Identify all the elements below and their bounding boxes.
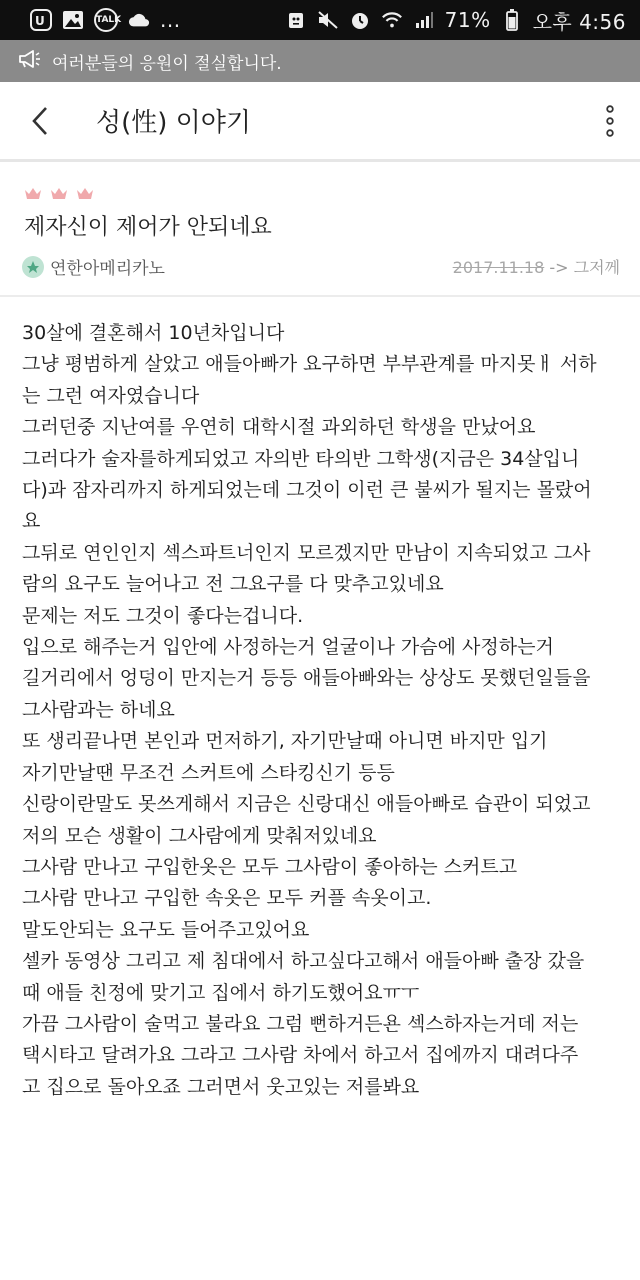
post-meta bbox=[22, 254, 620, 279]
post-body-line: 그냥 평범하게 살았고 애들아빠가 요구하면 부부관계를 마지못ㅐ 서하 bbox=[22, 353, 597, 376]
post-date-value: 2017.11.18 bbox=[452, 258, 545, 277]
author[interactable] bbox=[22, 254, 165, 279]
more-menu-button[interactable] bbox=[580, 81, 640, 161]
alarm-face-icon bbox=[285, 9, 307, 31]
post-body-line: 그사람과는 하네요 bbox=[22, 698, 175, 721]
post-body-line: 는 그런 여자였습니다 bbox=[22, 384, 200, 407]
post-date bbox=[453, 255, 620, 278]
author-name: 연한아메리카노 bbox=[50, 259, 165, 279]
status-bar-right bbox=[285, 6, 626, 35]
notice-bar[interactable] bbox=[0, 40, 640, 82]
battery-percent: 71% bbox=[444, 8, 491, 32]
post-body-line: 30살에 결혼해서 10년차입니다 bbox=[22, 322, 285, 344]
post-body-line: 문제는 저도 그것이 좋다는겁니다. bbox=[22, 604, 304, 627]
post-date-suffix: -> 그저께 bbox=[549, 258, 620, 277]
notice-text: 여러분들의 응원이 절실합니다. bbox=[52, 53, 282, 74]
svg-text:U: U bbox=[35, 14, 45, 28]
signal-icon bbox=[413, 9, 435, 31]
post-body-line: 그사람 만나고 구입한옷은 모두 그사람이 좋아하는 스커트고 bbox=[22, 855, 518, 878]
chevron-left-icon bbox=[30, 105, 50, 137]
app-header bbox=[0, 82, 640, 162]
status-bar-left bbox=[30, 8, 181, 32]
battery-icon bbox=[501, 9, 523, 31]
post-body-line: 가끔 그사람이 술먹고 불라요 그럼 뻔하거든욘 섹스하자는거데 저는 bbox=[22, 1012, 579, 1035]
post-body-line: 길거리에서 엉덩이 만지는거 등등 애들아빠와는 상상도 못했던일들을 bbox=[22, 667, 591, 690]
crown-icon bbox=[76, 186, 94, 200]
post-body-line: 그러던중 지난여를 우연히 대학시절 과외하던 학생을 만났어요 bbox=[22, 416, 536, 439]
post-body-line: 말도안되는 요구도 들어주고있어요 bbox=[22, 918, 310, 941]
kakaotalk-icon: TALK bbox=[94, 8, 118, 32]
alarm-clock-icon bbox=[349, 9, 371, 31]
post-body-line: 또 생리끝나면 본인과 먼저하기, 자기만날때 아니면 바지만 입기 bbox=[22, 730, 548, 753]
crown-icon bbox=[24, 186, 42, 200]
post-body-line: 자기만날땐 무조건 스커트에 스타킹신기 등등 bbox=[22, 761, 395, 784]
post-body-line: 셀카 동영상 그리고 제 침대에서 하고싶다고해서 애들아빠 출장 갔을 bbox=[22, 950, 585, 973]
app-u-icon bbox=[30, 9, 52, 31]
post-body-line: 택시타고 달려가요 그라고 그사람 차에서 하고서 집에까지 대려다주 bbox=[22, 1044, 579, 1067]
post-body-line: 고 집으로 돌아오죠 그러면서 웃고있는 저를봐요 bbox=[22, 1075, 420, 1098]
back-button[interactable] bbox=[0, 81, 80, 161]
post-body-line: 다)과 잠자리까지 하게되었는데 그것이 이런 큰 불씨가 될지는 몰랐어 bbox=[22, 479, 592, 502]
post-body-line: 그사람 만나고 구입한 속옷은 모두 커플 속옷이고. bbox=[22, 887, 432, 910]
post-body-line: 람의 요구도 늘어나고 전 그요구를 다 맞추고있네요 bbox=[22, 573, 444, 596]
post-body-line: 신랑이란말도 못쓰게해서 지금은 신랑대신 애들아빠로 습관이 되었고 bbox=[22, 793, 591, 816]
status-bar bbox=[0, 0, 640, 40]
post-body-line: 그러다가 술자를하게되었고 자의반 타의반 그학생(지금은 34살입니 bbox=[22, 447, 580, 470]
page-title: 성(性) 이야기 bbox=[96, 108, 252, 138]
more-vertical-icon bbox=[606, 105, 614, 137]
post-body-line: 저의 모슨 생활이 그사람에게 맞춰저있네요 bbox=[22, 824, 377, 847]
post-body-line: 그뒤로 연인인지 섹스파트너인지 모르겠지만 만남이 지속되었고 그사 bbox=[22, 541, 591, 564]
divider bbox=[0, 295, 640, 297]
cloud-icon bbox=[128, 9, 150, 31]
rank-crowns bbox=[24, 186, 94, 200]
post-body-line: 입으로 해주는거 입안에 사정하는거 얼굴이나 가슴에 사정하는거 bbox=[22, 636, 554, 659]
crown-icon bbox=[50, 186, 68, 200]
status-time: 오후 4:56 bbox=[532, 9, 626, 34]
post-body-line: 요 bbox=[22, 510, 41, 533]
post-body bbox=[22, 318, 624, 1103]
gallery-icon bbox=[62, 9, 84, 31]
post-body-line: 때 애들 친정에 맞기고 집에서 하기도했어요ㅠㅜ bbox=[22, 981, 420, 1004]
wifi-icon bbox=[381, 9, 403, 31]
author-avatar-icon bbox=[22, 256, 44, 278]
megaphone-icon bbox=[18, 49, 42, 74]
post-title: 제자신이 제어가 안되네요 bbox=[24, 215, 272, 240]
mute-icon bbox=[317, 9, 339, 31]
status-ellipsis: ... bbox=[160, 8, 181, 32]
